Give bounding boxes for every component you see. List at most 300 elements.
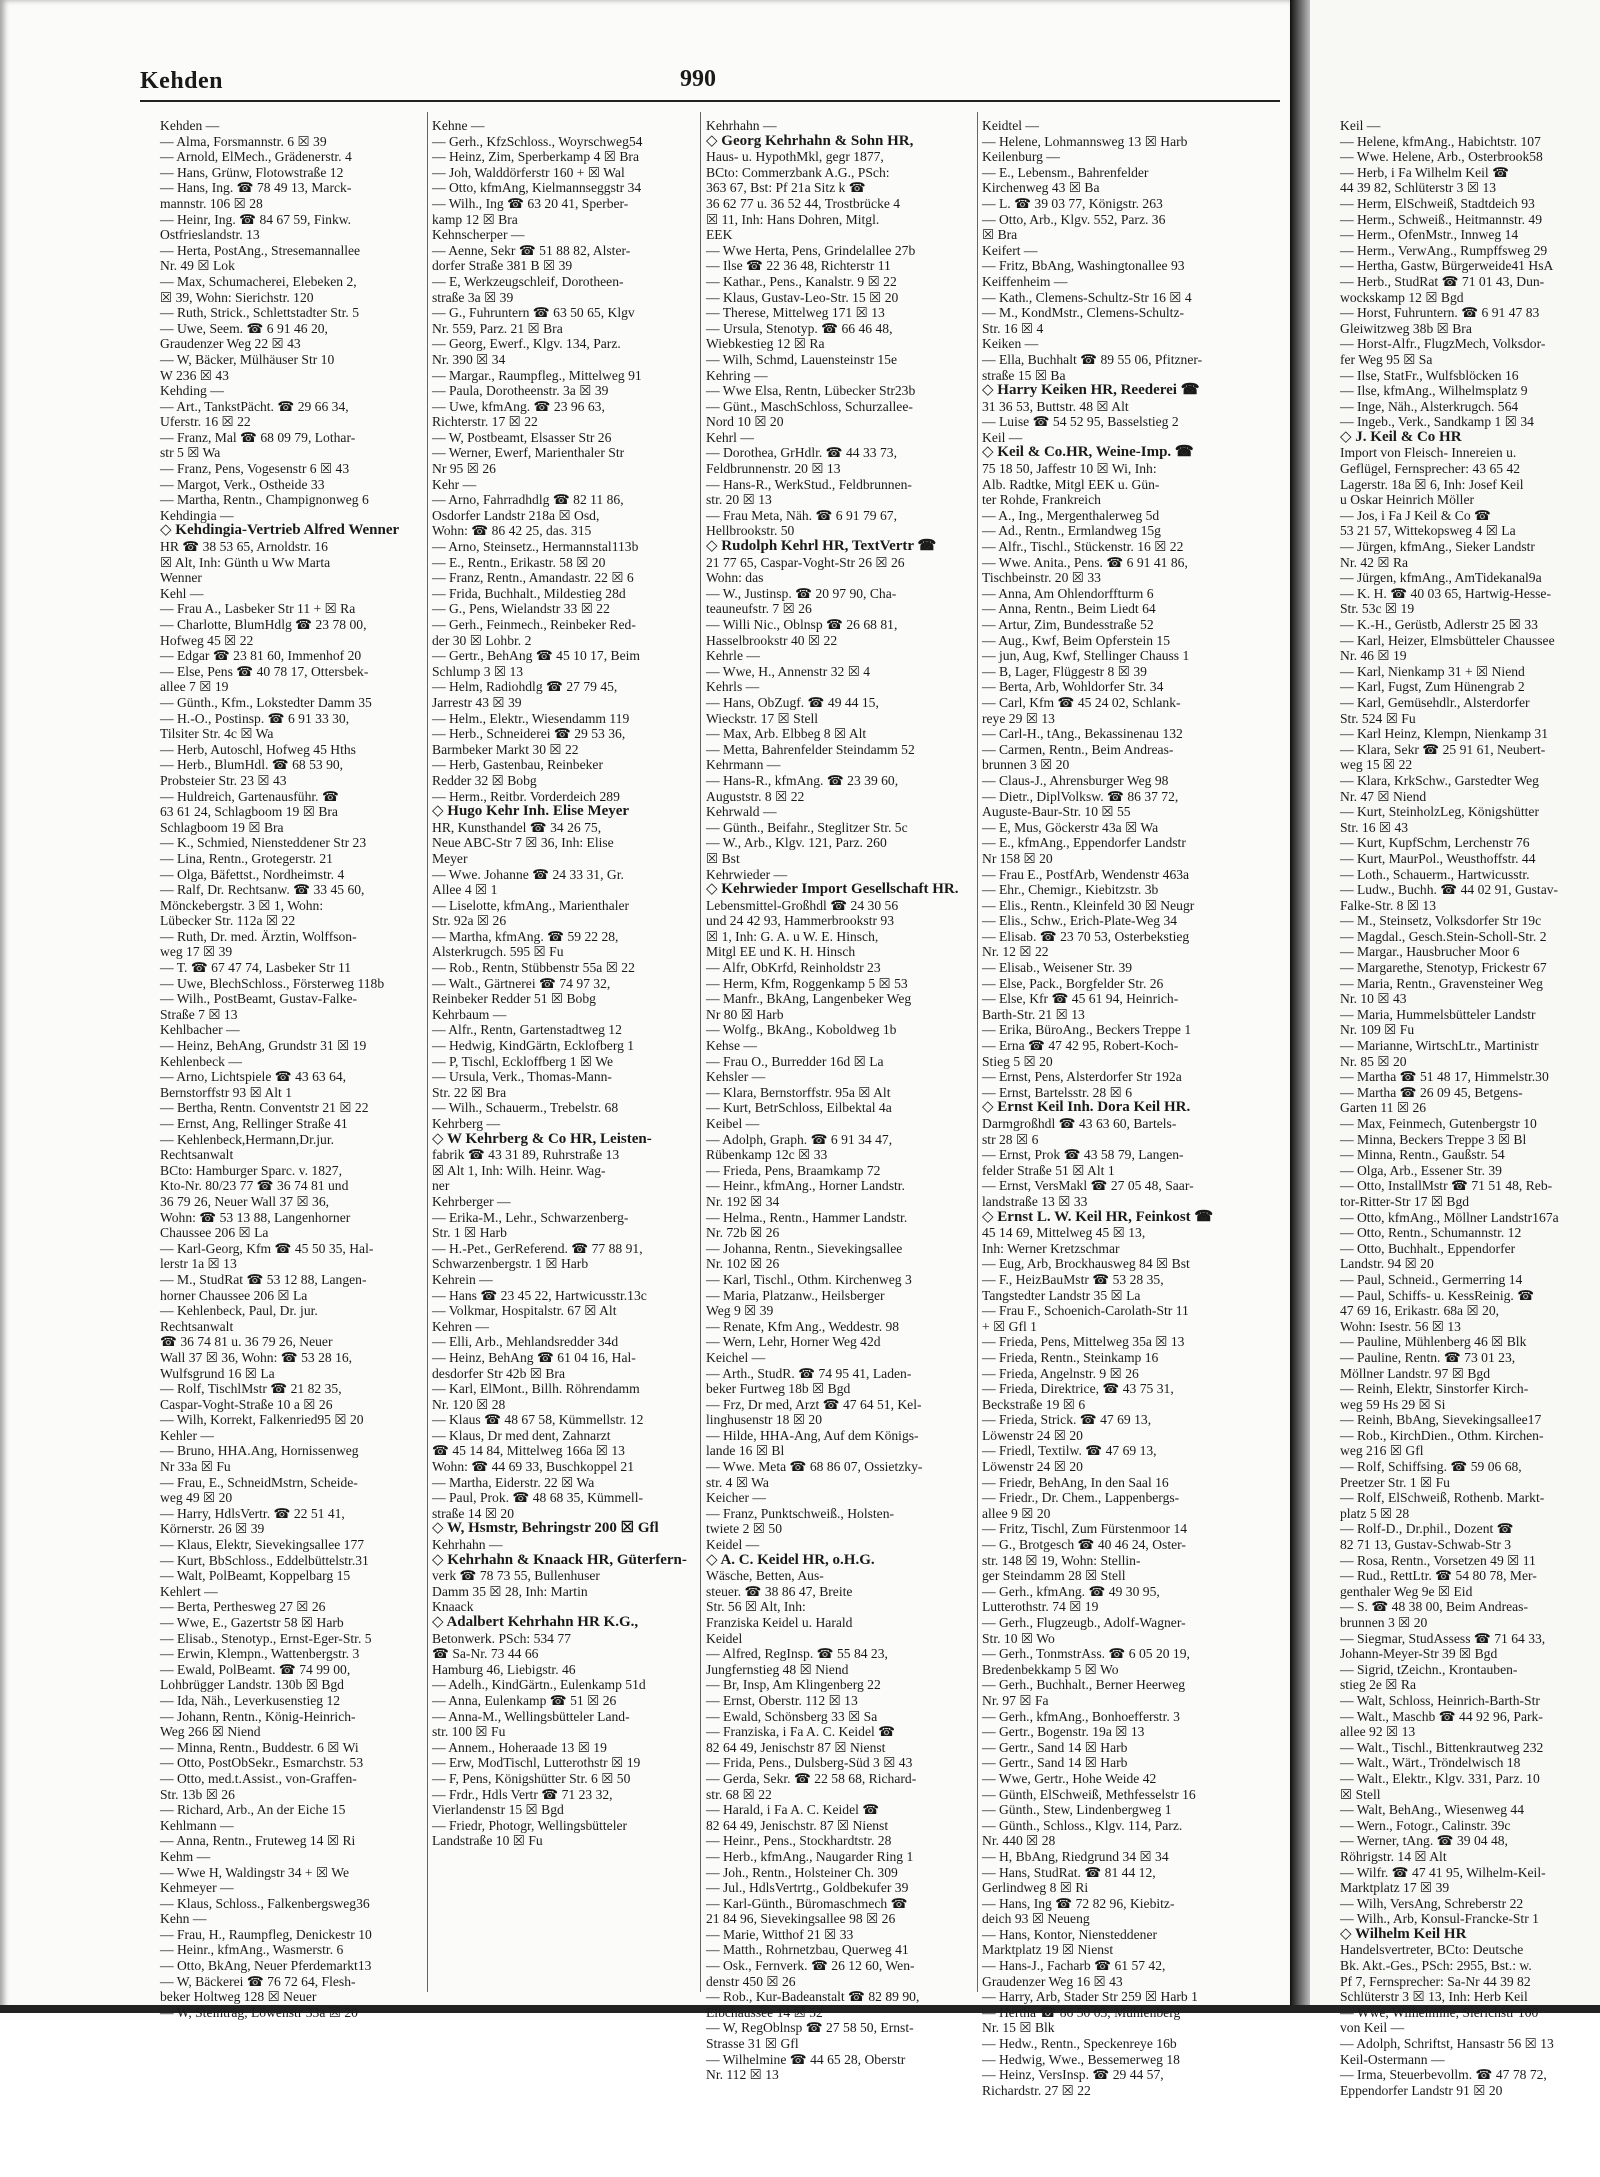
directory-line: Mönckebergstr. 3 ☒ 1, Wohn: [160, 897, 324, 913]
directory-line: — Helene, kfmAng., Habichtstr. 107 [1340, 133, 1541, 149]
directory-line: — Karl-Günth., Büromaschmech ☎ [706, 1895, 908, 1911]
directory-line: Betonwerk. PSch: 534 77 [432, 1630, 571, 1646]
directory-line: — Ernst, Ang, Rellinger Straße 41 [160, 1116, 348, 1131]
directory-line: — Karl, Nienkamp 31 + ☒ Niend [1340, 663, 1525, 679]
directory-line: — Aenne, Sekr ☎ 51 88 82, Alster- [432, 242, 631, 258]
directory-line: Nr. 102 ☒ 26 [706, 1256, 780, 1272]
directory-line: — Richard, Arb., An der Eiche 15 [160, 1802, 346, 1818]
directory-line: — G., Fuhruntern ☎ 63 50 65, Klgv [432, 305, 635, 321]
directory-line: — Charlotte, BlumHdlg ☎ 23 78 00, [160, 617, 367, 632]
directory-line: — Wilh., Schauerm., Trebelstr. 68 [432, 1100, 619, 1116]
directory-line: 82 64 49, Jenischstr 87 ☒ Nienst [706, 1739, 886, 1755]
directory-line: — Heinr., kfmAng., Wasmerstr. 6 [160, 1942, 344, 1958]
directory-line: — Kurt, BbSchloss., Eddelbüttelstr.31 [160, 1552, 369, 1568]
directory-column-3 [706, 118, 974, 2083]
directory-line: Garten 11 ☒ 26 [1340, 1100, 1427, 1116]
directory-line: Nr. 120 ☒ 28 [432, 1396, 506, 1412]
directory-line: 82 64 49, Jenischstr. 87 ☒ Nienst [706, 1817, 889, 1833]
directory-line: — Kurt, BetrSchloss, Eilbektal 4a [706, 1100, 892, 1116]
directory-line: — Else, Kfr ☎ 45 61 94, Heinrich- [982, 991, 1179, 1007]
directory-line: Lübecker Str. 112a ☒ 22 [160, 913, 296, 929]
directory-line: — Gerh., KfzSchloss., Woyrschweg54 [432, 133, 643, 149]
directory-line: — Werner, tAng. ☎ 39 04 48, [1340, 1833, 1508, 1849]
directory-line: Kehrls — [706, 679, 760, 695]
directory-line: weg 216 ☒ Gfl [1340, 1443, 1424, 1459]
directory-line: — Herm., Reitbr. Vorderdeich 289 [432, 788, 620, 804]
directory-line: — Herm, Kfm, Roggenkamp 5 ☒ 53 [706, 975, 908, 991]
page-number: 990 [680, 66, 716, 92]
directory-line: ◇ J. Keil & Co HR [1340, 428, 1462, 445]
directory-line: Nr. 10 ☒ 43 [1340, 991, 1407, 1007]
directory-line: Haus- u. HypothMkl, gegr 1877, [706, 149, 884, 165]
directory-line: Kehse — [706, 1038, 757, 1054]
directory-line: — Frieda, Rentn., Steinkamp 16 [982, 1349, 1159, 1365]
directory-line: Wohn: ☎ 86 42 25, das. 315 [432, 523, 592, 539]
directory-line: Str. 10 ☒ Wo [982, 1630, 1055, 1646]
directory-line: — Wilh, Schmd, Lauensteinstr 15e [706, 351, 897, 367]
directory-line: — Klaus, Dr med dent, Zahnarzt [432, 1427, 611, 1443]
directory-line: — Hedw., Rentn., Speckenreye 16b [982, 2036, 1177, 2052]
directory-line: Hasselbrookstr 40 ☒ 22 [706, 632, 838, 648]
directory-line: ◇ Keil & Co.HR, Weine-Imp. ☎ [982, 444, 1194, 461]
directory-line: Lebensmittel-Großhdl ☎ 24 30 56 [706, 897, 899, 913]
directory-line: — Loth., Schauerm., Hartwicusstr. [1340, 866, 1530, 882]
directory-line: — Karl, Heizer, Elmsbütteler Chaussee [1340, 632, 1555, 648]
directory-line: Röhrigstr. 14 ☒ Alt [1340, 1848, 1447, 1864]
directory-line: allee 92 ☒ 13 [1340, 1724, 1416, 1740]
directory-line: str. 20 ☒ 13 [706, 492, 772, 508]
directory-line: straße 14 ☒ 20 [432, 1505, 515, 1521]
directory-line: — Wwe, Wilhelmine, Sierichstr 100 [1340, 2004, 1539, 2020]
directory-line: — Hertha, Gastw, Bürgerweide41 HsA [1340, 258, 1554, 274]
directory-line: — Rolf, Schiffsing. ☎ 59 06 68, [1340, 1459, 1522, 1475]
directory-line: — Ilse, kfmAng., Wilhelmsplatz 9 [1340, 383, 1528, 399]
directory-line: — Ingeb., Verk., Sandkamp 1 ☒ 34 [1340, 414, 1534, 430]
directory-line: lerstr 1a ☒ 13 [160, 1256, 237, 1272]
directory-line: — Siegmar, StudAssess ☎ 71 64 33, [1340, 1630, 1546, 1646]
directory-line: — Annem., Hoheraade 13 ☒ 19 [432, 1739, 607, 1755]
directory-line: allee 7 ☒ 19 [160, 679, 229, 695]
directory-line: — Otto, Buchhalt., Eppendorfer [1340, 1240, 1516, 1256]
directory-line: — Max, Schumacherei, Elebeken 2, [160, 273, 357, 289]
directory-line: — Helm, Radiohdlg ☎ 27 79 45, [432, 679, 618, 695]
directory-line: lande 16 ☒ Bl [706, 1443, 785, 1459]
directory-line: weg 17 ☒ 39 [160, 944, 233, 960]
directory-line: 63 61 24, Schlagboom 19 ☒ Bra [160, 804, 338, 820]
directory-line: weg 49 ☒ 20 [160, 1490, 233, 1506]
directory-line: Kehrl — [706, 429, 754, 445]
directory-line: — Margot, Verk., Ostheide 33 [160, 476, 325, 492]
directory-line: Geflügel, Fernsprecher: 43 65 42 [1340, 461, 1521, 477]
directory-line: u Oskar Heinrich Möller [1340, 492, 1475, 508]
directory-line: — Werner, Ewerf, Marienthaler Str [432, 445, 625, 461]
directory-line: Kehr — [432, 476, 477, 492]
directory-line: — Arth., StudR. ☎ 74 95 41, Laden- [706, 1365, 912, 1381]
directory-line: Str. 16 ☒ 4 [982, 320, 1044, 336]
directory-line: — Heinr, Ing. ☎ 84 67 59, Finkw. [160, 211, 352, 227]
directory-line: — Jürgen, kfmAng., Sieker Landstr [1340, 539, 1535, 555]
directory-line: — Ernst, Oberstr. 112 ☒ 13 [706, 1692, 858, 1708]
directory-line: Str. 92a ☒ 26 [432, 913, 507, 929]
directory-line: Kehsler — [706, 1069, 766, 1085]
directory-line: — H.-O., Postinsp. ☎ 6 91 33 30, [160, 710, 350, 726]
directory-line: — Ursula, Stenotyp. ☎ 66 46 48, [706, 320, 893, 336]
directory-line: ◇ W Kehrberg & Co HR, Leisten- [432, 1130, 652, 1147]
directory-line: — T. ☎ 67 47 74, Lasbeker Str 11 [160, 960, 352, 976]
directory-line: — Klara, Bernstorffstr. 95a ☒ Alt [706, 1084, 891, 1100]
directory-line: Beckstraße 19 ☒ 6 [982, 1396, 1086, 1412]
directory-line: ◇ Kehrhahn & Knaack HR, Güterfern- [432, 1551, 687, 1568]
directory-line: — Elisab. ☎ 23 70 53, Osterbekstieg [982, 928, 1190, 944]
directory-line: — Klaus, Elektr, Sievekingsallee 177 [160, 1537, 365, 1553]
directory-line: ☒ Alt 1, Inh: Wilh. Heinr. Wag- [432, 1162, 606, 1178]
directory-line: — Helma., Rentn., Hammer Landstr. [706, 1209, 908, 1225]
directory-line: — Minna, Rentn., Buddestr. 6 ☒ Wi [160, 1739, 359, 1755]
directory-line: Strasse 31 ☒ Gfl [706, 2036, 799, 2052]
directory-line: str. 4 ☒ Wa [706, 1474, 769, 1490]
directory-line: Wohn: das [706, 570, 764, 586]
directory-line: Hellbrookstr. 50 [706, 523, 795, 539]
directory-line: — Heinz, BehAng ☎ 61 04 16, Hal- [432, 1349, 636, 1365]
directory-line: — Olga, Bäfettst., Nordheimstr. 4 [160, 866, 345, 882]
directory-line: steuer. ☎ 38 86 47, Breite [706, 1583, 853, 1599]
directory-line: — Wwe Elsa, Rentn, Lübecker Str23b [706, 383, 916, 399]
directory-line: — Uwe, Seem. ☎ 6 91 46 20, [160, 320, 328, 336]
directory-line: Keidtel — [982, 118, 1040, 133]
directory-line: — Ad., Rentn., Ermlandweg 15g [982, 523, 1161, 539]
directory-line: — Dietr., DiplVolksw. ☎ 86 37 72, [982, 788, 1179, 804]
directory-line: Nr. 112 ☒ 13 [706, 2067, 779, 2083]
directory-line: fabrik ☎ 43 31 89, Ruhrstraße 13 [432, 1147, 620, 1163]
directory-line: — Johanna, Rentn., Sievekingsallee [706, 1240, 903, 1256]
directory-line: — Paul, Schneid., Germerring 14 [1340, 1271, 1523, 1287]
directory-line: Kirchenweg 43 ☒ Ba [982, 180, 1100, 196]
directory-line: — Erw, ModTischl, Lutterothstr ☒ 19 [432, 1755, 641, 1771]
directory-line: — Margar., Raumpfleg., Mittelweg 91 [432, 367, 642, 383]
directory-line: Lohbrügger Landstr. 130b ☒ Bgd [160, 1677, 344, 1693]
directory-line: ◇ Wilhelm Keil HR [1340, 1925, 1467, 1942]
directory-line: — Harry, HdlsVertr. ☎ 22 51 41, [160, 1505, 345, 1521]
directory-line: Keilenburg — [982, 149, 1060, 165]
directory-line: Nr. 390 ☒ 34 [432, 351, 506, 367]
directory-line: — Walt., Tischl., Bittenkrautweg 232 [1340, 1739, 1544, 1755]
directory-line: denstr 450 ☒ 26 [706, 1973, 796, 1989]
directory-line: Kehn — [160, 1911, 207, 1927]
directory-line: — Hans-J., Facharb ☎ 61 57 42, [982, 1958, 1166, 1974]
directory-line: — Hans, Ing. ☎ 78 49 13, Marck- [160, 180, 352, 196]
directory-line: Nr. 72b ☒ 26 [706, 1225, 780, 1241]
directory-line: — Alma, Forsmannstr. 6 ☒ 39 [160, 133, 327, 149]
directory-line: — Wilh., Ing ☎ 63 20 41, Sperber- [432, 195, 629, 211]
directory-line: desdorfer Str 42b ☒ Bra [432, 1365, 565, 1381]
directory-line: — Karl, ElMont., Billh. Röhrendamm [432, 1381, 640, 1397]
directory-line: — Gertr., Bogenstr. 19a ☒ 13 [982, 1724, 1145, 1740]
directory-line: — Gerh., TonmstrAss. ☎ 6 05 20 19, [982, 1646, 1190, 1662]
directory-line: — Helene, Lohmannsweg 13 ☒ Harb [982, 133, 1188, 149]
directory-line: ☒ 39, Wohn: Sierichstr. 120 [160, 289, 314, 305]
directory-line: — W., Justinsp. ☎ 20 97 90, Cha- [706, 585, 897, 601]
directory-line: — Walt, Schloss, Heinrich-Barth-Str [1340, 1692, 1540, 1708]
directory-line: Str. 524 ☒ Fu [1340, 710, 1416, 726]
directory-line: Caspar-Voght-Straße 10 a ☒ 26 [160, 1396, 333, 1412]
directory-line: — Uwe, kfmAng. ☎ 23 96 63, [432, 398, 605, 414]
directory-line: verk ☎ 78 73 55, Bullenhuser [432, 1568, 600, 1584]
directory-line: — Klara, KrkSchw., Garstedter Weg [1340, 772, 1539, 788]
directory-line: — Carmen, Rentn., Beim Andreas- [982, 741, 1174, 757]
directory-line: — Karl Heinz, Klempn, Nienkamp 31 [1340, 726, 1549, 742]
directory-line: Kehrwieder — [706, 866, 788, 882]
directory-line: — jun, Aug, Kwf, Stellinger Chauss 1 [982, 648, 1190, 664]
directory-line: Graudenzer Weg 16 ☒ 43 [982, 1973, 1123, 1989]
directory-line: Barth-Str. 21 ☒ 13 [982, 1006, 1085, 1022]
directory-line: beker Furtweg 18b ☒ Bgd [706, 1381, 851, 1397]
directory-line: — W, Bäckerei ☎ 76 72 64, Flesh- [160, 1973, 356, 1989]
directory-line: — M., StudRat ☎ 53 12 88, Langen- [160, 1271, 367, 1287]
directory-line: Gleiwitzweg 38b ☒ Bra [1340, 320, 1472, 336]
directory-line: — Jürgen, kfmAng., AmTidekanal9a [1340, 570, 1542, 586]
directory-line: Kehmeyer — [160, 1880, 234, 1896]
directory-line: — S. ☎ 48 38 00, Beim Andreas- [1340, 1599, 1528, 1615]
directory-line: — Frieda, Pens, Mittelweg 35a ☒ 13 [982, 1334, 1185, 1350]
directory-line: — Frau O., Burredder 16d ☒ La [706, 1053, 884, 1069]
directory-line: — Hedwig, Wwe., Bessemerweg 18 [982, 2051, 1180, 2067]
directory-line: Straße 7 ☒ 13 [160, 1006, 238, 1022]
directory-line: — Irma, Steuerbevollm. ☎ 47 78 72, [1340, 2067, 1547, 2083]
page-header-name: Kehden [140, 68, 224, 94]
directory-line: — Ernst, Bartelsstr. 28 ☒ 6 [982, 1084, 1133, 1100]
directory-line: Keiken — [982, 336, 1039, 352]
directory-line: Keiffenheim — [982, 273, 1068, 289]
directory-line: — Minna, Beckers Treppe 3 ☒ Bl [1340, 1131, 1527, 1147]
directory-line: Nr 33a ☒ Fu [160, 1459, 231, 1475]
directory-line: Kehlbacher — [160, 1022, 240, 1038]
directory-line: straße 3a ☒ 39 [432, 289, 514, 305]
directory-line: — Anna, Rentn., Fruteweg 14 ☒ Ri [160, 1833, 356, 1849]
directory-line: — Art., TankstPächt. ☎ 29 66 34, [160, 398, 349, 414]
directory-line: — Ida, Näh., Leverkusenstieg 12 [160, 1692, 341, 1708]
directory-line: — Kurt, KupfSchm, Lerchenstr 76 [1340, 835, 1530, 851]
directory-line: Schlüterstr 3 ☒ 13, Inh: Herb Keil [1340, 1989, 1528, 2005]
directory-line: — Else, Pack., Borgfelder Str. 26 [982, 975, 1164, 991]
directory-line: Kehlert — [160, 1583, 218, 1599]
directory-line: — Otto, InstallMstr ☎ 71 51 48, Reb- [1340, 1178, 1553, 1194]
directory-line: — Maria, Platzanw., Heilsberger [706, 1287, 885, 1303]
directory-line: Uferstr. 16 ☒ 22 [160, 414, 251, 430]
directory-line: Wenner [160, 570, 202, 586]
directory-line: Kehm — [160, 1848, 211, 1864]
column-divider [977, 112, 978, 1992]
directory-line: Ostfrieslandstr. 13 [160, 227, 260, 243]
directory-line: felder Straße 51 ☒ Alt 1 [982, 1162, 1115, 1178]
directory-line: — Luise ☎ 54 52 95, Basselstieg 2 [982, 414, 1179, 430]
directory-line: — E, Werkzeugschleif, Dorotheen- [432, 273, 624, 289]
directory-line: ◇ Ernst L. W. Keil HR, Feinkost ☎ [982, 1208, 1214, 1225]
directory-line: Richardstr. 27 ☒ 22 [982, 2082, 1091, 2098]
directory-line: — Anna, Eulenkamp ☎ 51 ☒ 26 [432, 1692, 617, 1708]
directory-line: — Frau E., PostfArb, Wendenstr 463a [982, 866, 1190, 882]
directory-line: ☒ 1, Inh: G. A. u W. E. Hinsch, [706, 928, 879, 944]
directory-line: der 30 ☒ Lohbr. 2 [432, 632, 532, 648]
directory-line: — Otto, Rentn., Schumannstr. 12 [1340, 1225, 1522, 1241]
directory-line: — Martha, kfmAng. ☎ 59 22 28, [432, 928, 619, 944]
directory-line: — H.-Pet., GerReferend. ☎ 77 88 91, [432, 1240, 643, 1256]
directory-line: — Frau, E., SchneidMstrn, Scheide- [160, 1474, 358, 1490]
directory-line: — Ernst, Prok ☎ 43 58 79, Langen- [982, 1147, 1184, 1163]
directory-line: — Carl-H., tAng., Bekassinenau 132 [982, 726, 1183, 742]
directory-line: 47 69 16, Erikastr. 68a ☒ 20, [1340, 1303, 1500, 1319]
directory-line: — Frau A., Lasbeker Str 11 + ☒ Ra [160, 601, 356, 617]
directory-line: 31 36 53, Buttstr. 48 ☒ Alt [982, 398, 1129, 414]
directory-line: — Erwin, Klempn., Wattenbergstr. 3 [160, 1646, 360, 1662]
directory-line: — Joh., Rentn., Holsteiner Ch. 309 [706, 1864, 898, 1880]
directory-line: — Gerh., kfmAng. ☎ 49 30 95, [982, 1583, 1160, 1599]
directory-line: — Wwe. Helene, Arb., Osterbrook58 [1340, 149, 1543, 165]
directory-line: — Hans, Kontor, Niensteddener [982, 1926, 1157, 1942]
directory-line: — Friedr, Photogr, Wellingsbütteler [432, 1817, 628, 1833]
directory-line: tor-Ritter-Str 17 ☒ Bgd [1340, 1193, 1470, 1209]
directory-line: Wohn: ☎ 53 13 88, Langenhorner [160, 1209, 351, 1225]
directory-line: Neue ABC-Str 7 ☒ 36, Inh: Elise [432, 835, 614, 851]
directory-line: — Maria, Hummelsbütteler Landstr [1340, 1006, 1536, 1022]
directory-line: — Uwe, BlechSchloss., Försterweg 118b [160, 975, 385, 991]
directory-line: 44 39 82, Schlüterstr 3 ☒ 13 [1340, 180, 1497, 196]
directory-line: — Adolph, Schriftst, Hansastr 56 ☒ 13 [1340, 2036, 1554, 2052]
directory-line: — Kurt, MaurPol., Weusthoffstr. 44 [1340, 850, 1536, 866]
directory-line: ◇ A. C. Keidel HR, o.H.G. [706, 1551, 875, 1568]
directory-line: Nr. 109 ☒ Fu [1340, 1022, 1415, 1038]
directory-line: — Olga, Arb., Essener Str. 39 [1340, 1162, 1502, 1178]
directory-line: — Wern., Fotogr., Calinstr. 39c [1340, 1817, 1511, 1833]
directory-line: — Bertha, Rentn. Conventstr 21 ☒ 22 [160, 1100, 369, 1116]
directory-line: Kehren — [432, 1318, 489, 1334]
directory-line: — Otto, kfmAng, Kielmannseggstr 34 [432, 180, 642, 196]
directory-line: Eppendorfer Landstr 91 ☒ 20 [1340, 2082, 1503, 2098]
directory-line: — Herb., StudRat ☎ 71 01 43, Dun- [1340, 273, 1545, 289]
directory-line: Wall 37 ☒ 36, Wohn: ☎ 53 28 16, [160, 1349, 353, 1365]
directory-line: — Hans, ObZugf. ☎ 49 44 15, [706, 694, 879, 710]
directory-line: Kehden — [160, 118, 220, 133]
directory-line: — Alfr, ObKrfd, Reinholdstr 23 [706, 960, 881, 976]
directory-line: — H, BbAng, Riedgrund 34 ☒ 34 [982, 1848, 1169, 1864]
directory-line: ◇ Georg Kehrhahn & Sohn HR, [706, 132, 914, 149]
directory-line: Keidel — [706, 1537, 760, 1553]
directory-line: — W, Postbeamt, Elsasser Str 26 [432, 429, 612, 445]
directory-line: — Martha, Eiderstr. 22 ☒ Wa [432, 1474, 595, 1490]
directory-line: — Adolph, Graph. ☎ 6 91 34 47, [706, 1131, 893, 1147]
directory-line: Kehlmann — [160, 1817, 234, 1833]
directory-line: — W, Steinträg, Löwenstr 33a ☒ 20 [160, 2004, 358, 2020]
directory-line: — Alfr., Tischl., Stückenstr. 16 ☒ 22 [982, 539, 1184, 555]
directory-line: — Arno, Steinsetz., Hermannstal113b [432, 539, 639, 555]
directory-line: Kehrberg — [432, 1116, 501, 1131]
directory-line: — Dorothea, GrHdlr. ☎ 44 33 73, [706, 445, 897, 461]
directory-line: Schwarzenbergstr. 1 ☒ Harb [432, 1256, 589, 1272]
directory-line: 36 62 77 u. 36 52 44, Trostbrücke 4 [706, 195, 901, 211]
directory-line: — Wolfg., BkAng., Koboldweg 1b [706, 1022, 897, 1038]
directory-line: — Maria, Rentn., Gravensteiner Weg [1340, 975, 1543, 991]
directory-line: 363 67, Bst: Pf 21a Sitz k ☎ [706, 180, 866, 196]
directory-line: — G., Pens, Wielandstr 33 ☒ 22 [432, 601, 610, 617]
directory-line: — Volkmar, Hospitalstr. 67 ☒ Alt [432, 1303, 617, 1319]
directory-line: — Liselotte, kfmAng., Marienthaler [432, 897, 630, 913]
directory-line: 45 14 69, Mittelweg 45 ☒ 13, [982, 1225, 1146, 1241]
header-rule [140, 100, 1280, 102]
directory-line: Chaussee 206 ☒ La [160, 1225, 269, 1241]
directory-line: — Frieda, Direktrice, ☎ 43 75 31, [982, 1381, 1174, 1397]
directory-line: Nr. 46 ☒ 19 [1340, 648, 1407, 664]
directory-line: Tilsiter Str. 4c ☒ Wa [160, 726, 274, 742]
directory-line: — Franz, Rentn., Amandastr. 22 ☒ 6 [432, 570, 634, 586]
directory-line: Nord 10 ☒ 20 [706, 414, 784, 430]
directory-line: — Kurt, SteinholzLeg, Königshütter [1340, 804, 1539, 820]
directory-line: kamp 12 ☒ Bra [432, 211, 518, 227]
directory-line: W 236 ☒ 43 [160, 367, 229, 383]
directory-line: Allee 4 ☒ 1 [432, 882, 498, 898]
directory-line: — Herb., kfmAng., Naugarder Ring 1 [706, 1848, 914, 1864]
directory-line: — Frieda, Strick. ☎ 47 69 13, [982, 1412, 1152, 1428]
directory-line: — Gerda, Sekr. ☎ 22 58 68, Richard- [706, 1770, 917, 1786]
directory-line: — Friedr., Dr. Chem., Lappenbergs- [982, 1490, 1180, 1506]
directory-line: HR ☎ 38 53 65, Arnoldstr. 16 [160, 539, 328, 555]
directory-line: — Arno, Fahrradhdlg ☎ 82 11 86, [432, 492, 624, 508]
directory-line: Kehrberger — [432, 1193, 511, 1209]
directory-line: ☒ Bra [982, 227, 1018, 243]
directory-line: — Elisab., Weisener Str. 39 [982, 960, 1133, 976]
directory-line: — E., kfmAng., Eppendorfer Landstr [982, 835, 1186, 851]
directory-line: Nr. 47 ☒ Niend [1340, 788, 1427, 804]
directory-line: — Max, Arb. Elbbeg 8 ☒ Alt [706, 726, 867, 742]
directory-line: brunnen 3 ☒ 20 [982, 757, 1070, 773]
directory-line: — F, Pens, Königshütter Str. 6 ☒ 50 [432, 1770, 631, 1786]
directory-line: — Rolf-D., Dr.phil., Dozent ☎ [1340, 1521, 1514, 1537]
directory-line: — Marie, Witthof 21 ☒ 33 [706, 1926, 854, 1942]
directory-line: — Jul., HdlsVertrtg., Goldbekufer 39 [706, 1880, 909, 1896]
directory-line: — Hans, Ing ☎ 72 82 96, Kiebitz- [982, 1895, 1175, 1911]
directory-line: von Keil — [1340, 2020, 1405, 2036]
directory-line: ter Rohde, Frankreich [982, 492, 1101, 508]
directory-line: Nr. 192 ☒ 34 [706, 1193, 780, 1209]
directory-line: Weg 9 ☒ 39 [706, 1303, 774, 1319]
directory-line: — L. ☎ 39 03 77, Königstr. 263 [982, 195, 1163, 211]
directory-line: — Arno, Lichtspiele ☎ 43 63 64, [160, 1069, 347, 1085]
directory-line: — Ernst, VersMakl ☎ 27 05 48, Saar- [982, 1178, 1194, 1194]
directory-line: Weg 266 ☒ Niend [160, 1724, 261, 1740]
directory-line: Bk. Akt.-Ges., PSch: 2955, Bst.: w. [1340, 1958, 1532, 1974]
directory-line: allee 9 ☒ 20 [982, 1505, 1051, 1521]
directory-line: — B, Lager, Flüggestr 8 ☒ 39 [982, 663, 1147, 679]
directory-line: Barmbeker Markt 30 ☒ 22 [432, 741, 579, 757]
directory-line: weg 59 Hs 29 ☒ Si [1340, 1396, 1446, 1412]
directory-line: — Lina, Rentn., Grotegerstr. 21 [160, 850, 333, 866]
directory-line: ◇ W, Hsmstr, Behringstr 200 ☒ Gfl [432, 1520, 659, 1537]
directory-line: — Rob., KirchDien., Othm. Kirchen- [1340, 1427, 1544, 1443]
directory-line: Keil — [982, 429, 1023, 445]
directory-line: Keifert — [982, 242, 1038, 258]
directory-line: weg 15 ☒ 22 [1340, 757, 1413, 773]
directory-line: Kehding — [160, 383, 224, 399]
directory-line: Marktplatz 17 ☒ 39 [1340, 1880, 1450, 1896]
directory-line: Wulfsgrund 16 ☒ La [160, 1365, 275, 1381]
directory-line: — Artur, Zim, Bundesstraße 52 [982, 617, 1154, 632]
directory-line: — Otto, kfmAng., Möllner Landstr167a [1340, 1209, 1559, 1225]
directory-line: — Huldreich, Gartenausführ. ☎ [160, 788, 339, 804]
directory-line: — Frida, Buchhalt., Mildestieg 28d [432, 585, 626, 601]
directory-line: — Margar., Hausbrucher Moor 6 [1340, 944, 1520, 960]
directory-line: str 28 ☒ 6 [982, 1131, 1039, 1147]
directory-line: — Adelh., KindGärtn., Eulenkamp 51d [432, 1677, 646, 1693]
directory-line: — F., HeizBauMstr ☎ 53 28 35, [982, 1271, 1164, 1287]
directory-line: — Magdal., Gesch.Stein-Scholl-Str. 2 [1340, 928, 1547, 944]
